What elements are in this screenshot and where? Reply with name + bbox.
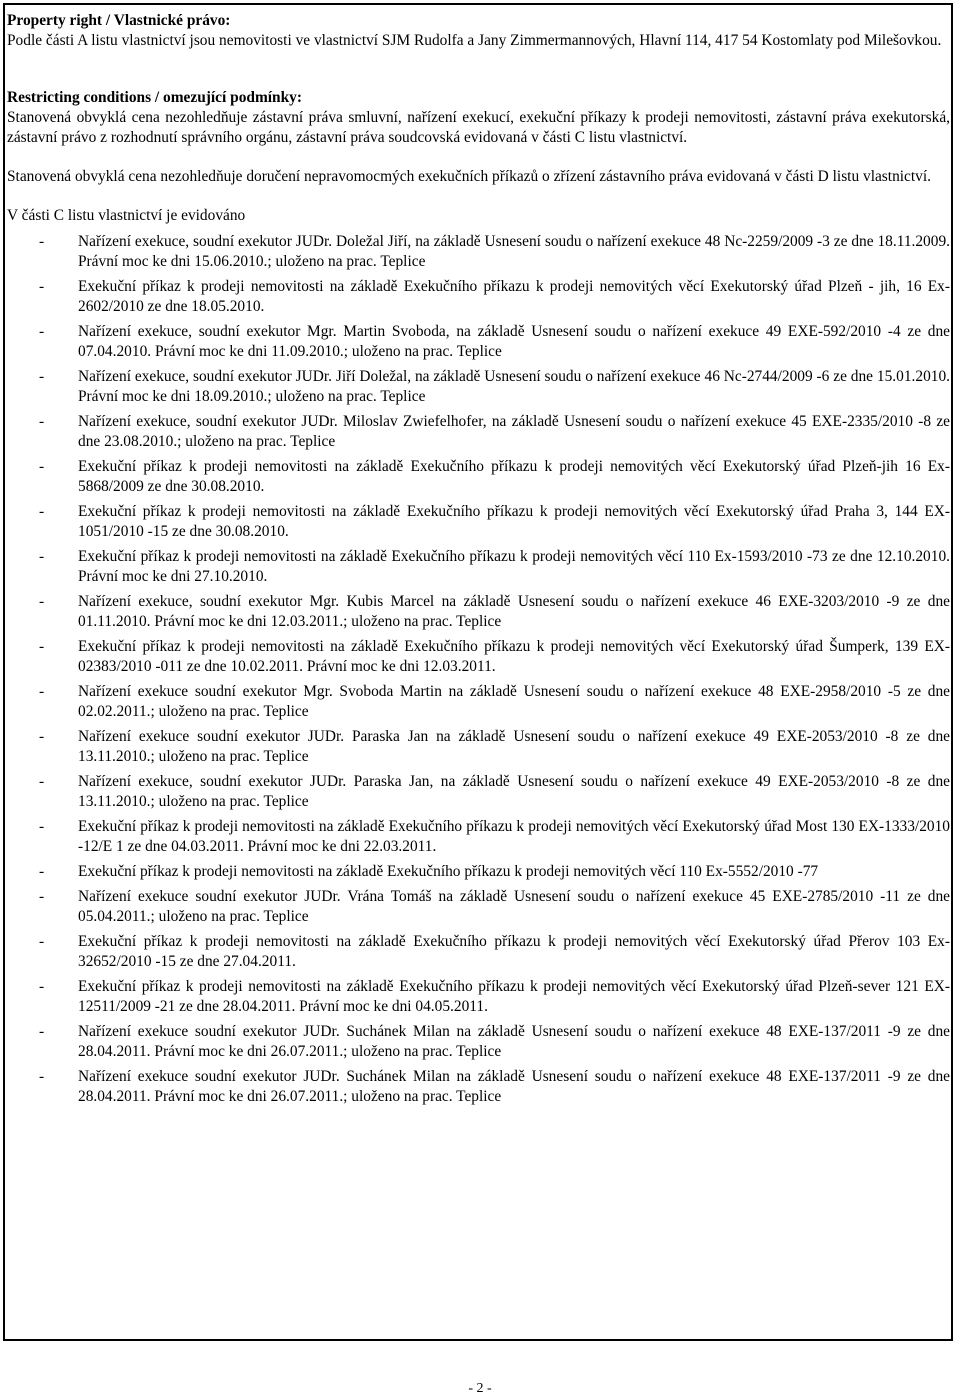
list-item bbox=[7, 502, 950, 542]
list-item bbox=[7, 932, 950, 972]
list-item bbox=[7, 977, 950, 1017]
list-dash: - bbox=[39, 888, 45, 905]
list-item-text: Nařízení exekuce soudní exekutor JUDr. Suchánek Milan na základě Usnesení soudu o nařízení exekuce 48 EXE-137/2011 -9 ze dne 28.04.2011. Právní moc ke dni 26.07.2011.; uloženo na prac. Teplice bbox=[78, 1023, 950, 1060]
list-intro: V části C listu vlastnictví je evidováno bbox=[7, 207, 246, 224]
list-dash: - bbox=[39, 818, 45, 835]
list-item bbox=[7, 1067, 950, 1107]
list-dash: - bbox=[39, 503, 45, 520]
restricting-para-1: Stanovená obvyklá cena nezohledňuje zástavní práva smluvní, nařízení exekucí, exekuční příkazy k prodeji nemovitosti, zástavní práva exekutorská, zástavní právo z rozhodnutí správního orgánu, zástavní práva soudcovská evidovaná v části C listu vlastnictví. bbox=[7, 109, 950, 146]
list-item bbox=[7, 322, 950, 362]
property-text: Podle části A listu vlastnictví jsou nemovitosti ve vlastnictví SJM Rudolfa a Jany Zimmermannových, Hlavní 114, 417 54 Kostomlaty pod Milešovkou. bbox=[7, 32, 942, 49]
list-dash: - bbox=[39, 233, 45, 250]
list-item-text: Nařízení exekuce, soudní exekutor JUDr. Paraska Jan, na základě Usnesení soudu o nařízení exekuce 49 EXE-2053/2010 -8 ze dne 13.11.2010.; uloženo na prac. Teplice bbox=[78, 773, 950, 810]
list-item-text: Nařízení exekuce soudní exekutor JUDr. Vrána Tomáš na základě Usnesení soudu o nařízení exekuce 45 EXE-2785/2010 -11 ze dne 05.04.2011.; uloženo na prac. Teplice bbox=[78, 888, 950, 925]
list-item bbox=[7, 727, 950, 767]
list-item-text: Exekuční příkaz k prodeji nemovitosti na základě Exekučního příkazu k prodeji nemovitých věcí 110 Ex-1593/2010 -73 ze dne 12.10.2010. Právní moc ke dni 27.10.2010. bbox=[78, 548, 950, 585]
list-item-text: Nařízení exekuce, soudní exekutor Mgr. Kubis Marcel na základě Usnesení soudu o nařízení exekuce 46 EXE-3203/2010 -9 ze dne 01.11.2010. Právní moc ke dni 12.03.2011.; uloženo na prac. Teplice bbox=[78, 593, 950, 630]
list-item-text: Exekuční příkaz k prodeji nemovitosti na základě Exekučního příkazu k prodeji nemovitých věcí Exekutorský úřad Praha 3, 144 EX-1051/2010 -15 ze dne 30.08.2010. bbox=[78, 503, 950, 540]
list-item bbox=[7, 817, 950, 857]
property-title: Property right / Vlastnické právo: bbox=[7, 12, 231, 29]
list-item-text: Nařízení exekuce, soudní exekutor JUDr. Jiří Doležal, na základě Usnesení soudu o nařízení exekuce 46 Nc-2744/2009 -6 ze dne 15.01.2010. Právní moc ke dni 18.09.2010.; uloženo na prac. Teplice bbox=[78, 368, 950, 405]
document-content bbox=[7, 11, 950, 1112]
list-dash: - bbox=[39, 278, 45, 295]
list-item-text: Exekuční příkaz k prodeji nemovitosti na základě Exekučního příkazu k prodeji nemovitých věcí Exekutorský úřad Plzeň-jih 16 Ex-5868/2009 ze dne 30.08.2010. bbox=[78, 458, 950, 495]
list-item-text: Exekuční příkaz k prodeji nemovitosti na základě Exekučního příkazu k prodeji nemovitých věcí Exekutorský úřad Šumperk, 139 EX-02383/2010 -011 ze dne 10.02.2011. Právní moc ke dni 12.03.2011. bbox=[78, 638, 950, 675]
list-item-text: Exekuční příkaz k prodeji nemovitosti na základě Exekučního příkazu k prodeji nemovitých věcí Exekutorský úřad Most 130 EX-1333/2010 -12/E 1 ze dne 04.03.2011. Právní moc ke dni 22.03.2011. bbox=[78, 818, 950, 855]
list-dash: - bbox=[39, 978, 45, 995]
list-item bbox=[7, 1022, 950, 1062]
list-dash: - bbox=[39, 323, 45, 340]
list-item bbox=[7, 412, 950, 452]
list-dash: - bbox=[39, 638, 45, 655]
list-dash: - bbox=[39, 1068, 45, 1085]
list-item-text: Nařízení exekuce, soudní exekutor Mgr. Martin Svoboda, na základě Usnesení soudu o nařízení exekuce 49 EXE-592/2010 -4 ze dne 07.04.2010. Právní moc ke dni 11.09.2010.; uloženo na prac. Teplice bbox=[78, 323, 950, 360]
list-dash: - bbox=[39, 368, 45, 385]
list-item bbox=[7, 457, 950, 497]
list-item bbox=[7, 547, 950, 587]
list-dash: - bbox=[39, 593, 45, 610]
list-item bbox=[7, 277, 950, 317]
list-item-text: Exekuční příkaz k prodeji nemovitosti na základě Exekučního příkazu k prodeji nemovitých věcí Exekutorský úřad Plzeň-sever 121 EX-12511/2009 -21 ze dne 28.04.2011. Právní moc ke dni 04.05.2011. bbox=[78, 978, 950, 1015]
restricting-para-2: Stanovená obvyklá cena nezohledňuje doručení nepravomocmých exekučních příkazů o zřízení zástavního práva evidovaná v části D listu vlastnictví. bbox=[7, 168, 931, 185]
list-item bbox=[7, 232, 950, 272]
list-dash: - bbox=[39, 773, 45, 790]
list-item-text: Nařízení exekuce, soudní exekutor JUDr. Miloslav Zwiefelhofer, na základě Usnesení soudu o nařízení exekuce 45 EXE-2335/2010 -8 ze dne 23.08.2010.; uloženo na prac. Teplice bbox=[78, 413, 950, 450]
encumbrance-list bbox=[7, 232, 950, 1107]
list-dash: - bbox=[39, 933, 45, 950]
list-item-text: Exekuční příkaz k prodeji nemovitosti na základě Exekučního příkazu k prodeji nemovitých věcí Exekutorský úřad Přerov 103 Ex-32652/2010 -15 ze dne 27.04.2011. bbox=[78, 933, 950, 970]
list-item-text: Exekuční příkaz k prodeji nemovitosti na základě Exekučního příkazu k prodeji nemovitých věcí 110 Ex-5552/2010 -77 bbox=[78, 863, 819, 880]
list-item bbox=[7, 862, 950, 882]
list-item bbox=[7, 772, 950, 812]
restricting-title: Restricting conditions / omezující podmínky: bbox=[7, 89, 302, 106]
list-item-text: Nařízení exekuce soudní exekutor JUDr. Paraska Jan na základě Usnesení soudu o nařízení exekuce 49 EXE-2053/2010 -8 ze dne 13.11.2010.; uloženo na prac. Teplice bbox=[78, 728, 950, 765]
list-item bbox=[7, 367, 950, 407]
list-dash: - bbox=[39, 1023, 45, 1040]
list-item bbox=[7, 682, 950, 722]
list-item bbox=[7, 637, 950, 677]
list-dash: - bbox=[39, 863, 45, 880]
list-dash: - bbox=[39, 728, 45, 745]
list-item bbox=[7, 592, 950, 632]
list-dash: - bbox=[39, 458, 45, 475]
page-number: - 2 - bbox=[468, 1381, 492, 1396]
list-dash: - bbox=[39, 413, 45, 430]
list-item-text: Exekuční příkaz k prodeji nemovitosti na základě Exekučního příkazu k prodeji nemovitých věcí Exekutorský úřad Plzeň - jih, 16 Ex-2602/2010 ze dne 18.05.2010. bbox=[78, 278, 950, 315]
list-dash: - bbox=[39, 683, 45, 700]
list-dash: - bbox=[39, 548, 45, 565]
list-item-text: Nařízení exekuce soudní exekutor Mgr. Svoboda Martin na základě Usnesení soudu o nařízení exekuce 48 EXE-2958/2010 -5 ze dne 02.02.2011.; uloženo na prac. Teplice bbox=[78, 683, 950, 720]
list-item-text: Nařízení exekuce soudní exekutor JUDr. Suchánek Milan na základě Usnesení soudu o nařízení exekuce 48 EXE-137/2011 -9 ze dne 28.04.2011. Právní moc ke dni 26.07.2011.; uloženo na prac. Teplice bbox=[78, 1068, 950, 1105]
list-item bbox=[7, 887, 950, 927]
list-item-text: Nařízení exekuce, soudní exekutor JUDr. Doležal Jiří, na základě Usnesení soudu o nařízení exekuce 48 Nc-2259/2009 -3 ze dne 18.11.2009. Právní moc ke dni 15.06.2010.; uloženo na prac. Teplice bbox=[78, 233, 950, 270]
